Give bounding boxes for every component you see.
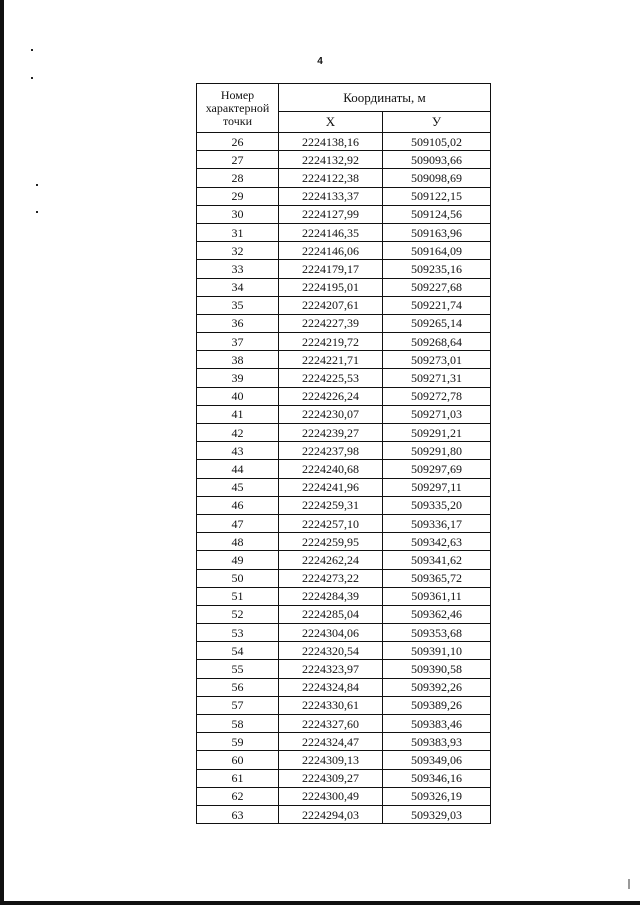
table-row	[197, 533, 491, 551]
point-number-cell: 61	[197, 769, 279, 787]
y-coordinate-cell: 509326,19	[383, 787, 491, 805]
y-coordinate-cell: 509329,03	[383, 805, 491, 823]
x-coordinate-cell: 2224138,16	[279, 133, 383, 151]
table-row	[197, 369, 491, 387]
table-row	[197, 187, 491, 205]
y-coordinate-cell: 509362,46	[383, 605, 491, 623]
table-row	[197, 133, 491, 151]
scan-speck	[36, 211, 38, 213]
table-row	[197, 715, 491, 733]
x-coordinate-cell: 2224259,95	[279, 533, 383, 551]
point-number-cell: 47	[197, 514, 279, 532]
x-coordinate-cell: 2224241,96	[279, 478, 383, 496]
point-number-cell: 58	[197, 715, 279, 733]
scan-speck	[36, 184, 38, 186]
table-row	[197, 805, 491, 823]
table-row	[197, 751, 491, 769]
table-row	[197, 151, 491, 169]
x-coordinate-cell: 2224146,06	[279, 242, 383, 260]
point-number-cell: 41	[197, 405, 279, 423]
point-number-cell: 52	[197, 605, 279, 623]
y-coordinate-cell: 509353,68	[383, 624, 491, 642]
table-row	[197, 587, 491, 605]
x-coordinate-cell: 2224225,53	[279, 369, 383, 387]
point-number-cell: 48	[197, 533, 279, 551]
x-coordinate-cell: 2224284,39	[279, 587, 383, 605]
table-row	[197, 460, 491, 478]
point-number-cell: 35	[197, 296, 279, 314]
table-row	[197, 642, 491, 660]
point-number-cell: 36	[197, 314, 279, 332]
table-row	[197, 769, 491, 787]
y-coordinate-cell: 509383,46	[383, 715, 491, 733]
x-coordinate-cell: 2224324,47	[279, 733, 383, 751]
x-coordinate-cell: 2224195,01	[279, 278, 383, 296]
table-row	[197, 696, 491, 714]
point-number-cell: 62	[197, 787, 279, 805]
y-coordinate-cell: 509268,64	[383, 333, 491, 351]
table-row	[197, 678, 491, 696]
point-number-cell: 44	[197, 460, 279, 478]
table-row	[197, 514, 491, 532]
table-row	[197, 296, 491, 314]
x-coordinate-cell: 2224230,07	[279, 405, 383, 423]
y-coordinate-cell: 509361,11	[383, 587, 491, 605]
table-row	[197, 333, 491, 351]
x-coordinate-cell: 2224324,84	[279, 678, 383, 696]
y-coordinate-cell: 509383,93	[383, 733, 491, 751]
x-coordinate-cell: 2224262,24	[279, 551, 383, 569]
table-row	[197, 223, 491, 241]
point-number-cell: 45	[197, 478, 279, 496]
point-number-cell: 56	[197, 678, 279, 696]
x-coordinate-cell: 2224226,24	[279, 387, 383, 405]
x-coordinate-cell: 2224127,99	[279, 205, 383, 223]
table-row	[197, 733, 491, 751]
x-coordinate-cell: 2224133,37	[279, 187, 383, 205]
x-coordinate-cell: 2224207,61	[279, 296, 383, 314]
point-number-cell: 49	[197, 551, 279, 569]
x-coordinate-cell: 2224179,17	[279, 260, 383, 278]
y-coordinate-cell: 509341,62	[383, 551, 491, 569]
table-row	[197, 387, 491, 405]
point-number-cell: 53	[197, 624, 279, 642]
header-coordinates: Координаты, м	[279, 84, 491, 112]
x-coordinate-cell: 2224273,22	[279, 569, 383, 587]
table-row	[197, 351, 491, 369]
x-coordinate-cell: 2224257,10	[279, 514, 383, 532]
table-row	[197, 260, 491, 278]
table-row	[197, 569, 491, 587]
y-coordinate-cell: 509265,14	[383, 314, 491, 332]
point-number-cell: 30	[197, 205, 279, 223]
y-coordinate-cell: 509392,26	[383, 678, 491, 696]
scan-left-border	[0, 0, 4, 905]
point-number-cell: 37	[197, 333, 279, 351]
x-coordinate-cell: 2224221,71	[279, 351, 383, 369]
x-coordinate-cell: 2224259,31	[279, 496, 383, 514]
point-number-cell: 51	[197, 587, 279, 605]
x-coordinate-cell: 2224219,72	[279, 333, 383, 351]
x-coordinate-cell: 2224237,98	[279, 442, 383, 460]
table-row	[197, 242, 491, 260]
x-coordinate-cell: 2224300,49	[279, 787, 383, 805]
y-coordinate-cell: 509336,17	[383, 514, 491, 532]
x-coordinate-cell: 2224327,60	[279, 715, 383, 733]
y-coordinate-cell: 509124,56	[383, 205, 491, 223]
point-number-cell: 27	[197, 151, 279, 169]
x-coordinate-cell: 2224309,27	[279, 769, 383, 787]
point-number-cell: 33	[197, 260, 279, 278]
x-coordinate-cell: 2224320,54	[279, 642, 383, 660]
y-coordinate-cell: 509164,09	[383, 242, 491, 260]
x-coordinate-cell: 2224227,39	[279, 314, 383, 332]
y-coordinate-cell: 509346,16	[383, 769, 491, 787]
table-body	[197, 133, 491, 824]
point-number-cell: 55	[197, 660, 279, 678]
table-row	[197, 442, 491, 460]
y-coordinate-cell: 509093,66	[383, 151, 491, 169]
point-number-cell: 29	[197, 187, 279, 205]
table-row	[197, 787, 491, 805]
y-coordinate-cell: 509335,20	[383, 496, 491, 514]
point-number-cell: 46	[197, 496, 279, 514]
y-coordinate-cell: 509221,74	[383, 296, 491, 314]
x-coordinate-cell: 2224304,06	[279, 624, 383, 642]
point-number-cell: 60	[197, 751, 279, 769]
point-number-cell: 28	[197, 169, 279, 187]
y-coordinate-cell: 509391,10	[383, 642, 491, 660]
x-coordinate-cell: 2224330,61	[279, 696, 383, 714]
x-coordinate-cell: 2224323,97	[279, 660, 383, 678]
table-row	[197, 424, 491, 442]
x-coordinate-cell: 2224122,38	[279, 169, 383, 187]
y-coordinate-cell: 509272,78	[383, 387, 491, 405]
y-coordinate-cell: 509122,15	[383, 187, 491, 205]
x-coordinate-cell: 2224146,35	[279, 223, 383, 241]
y-coordinate-cell: 509365,72	[383, 569, 491, 587]
y-coordinate-cell: 509227,68	[383, 278, 491, 296]
table-row	[197, 660, 491, 678]
point-number-cell: 54	[197, 642, 279, 660]
point-number-cell: 50	[197, 569, 279, 587]
x-coordinate-cell: 2224132,92	[279, 151, 383, 169]
x-coordinate-cell: 2224285,04	[279, 605, 383, 623]
y-coordinate-cell: 509291,21	[383, 424, 491, 442]
y-coordinate-cell: 509291,80	[383, 442, 491, 460]
coordinates-table	[196, 83, 491, 824]
y-coordinate-cell: 509273,01	[383, 351, 491, 369]
y-coordinate-cell: 509389,26	[383, 696, 491, 714]
table-row	[197, 169, 491, 187]
scan-speck	[628, 879, 630, 889]
y-coordinate-cell: 509163,96	[383, 223, 491, 241]
x-coordinate-cell: 2224309,13	[279, 751, 383, 769]
table-row	[197, 551, 491, 569]
header-y: У	[383, 111, 491, 132]
point-number-cell: 26	[197, 133, 279, 151]
point-number-cell: 43	[197, 442, 279, 460]
table-row	[197, 405, 491, 423]
scan-speck	[31, 77, 33, 79]
y-coordinate-cell: 509342,63	[383, 533, 491, 551]
point-number-cell: 59	[197, 733, 279, 751]
point-number-cell: 42	[197, 424, 279, 442]
point-number-cell: 34	[197, 278, 279, 296]
table-row	[197, 496, 491, 514]
y-coordinate-cell: 509098,69	[383, 169, 491, 187]
table-row	[197, 278, 491, 296]
table-row	[197, 605, 491, 623]
table-row	[197, 314, 491, 332]
table-row	[197, 205, 491, 223]
table-row	[197, 624, 491, 642]
point-number-cell: 38	[197, 351, 279, 369]
y-coordinate-cell: 509235,16	[383, 260, 491, 278]
y-coordinate-cell: 509297,11	[383, 478, 491, 496]
y-coordinate-cell: 509271,03	[383, 405, 491, 423]
scan-speck	[31, 49, 33, 51]
table-row	[197, 478, 491, 496]
x-coordinate-cell: 2224240,68	[279, 460, 383, 478]
x-coordinate-cell: 2224239,27	[279, 424, 383, 442]
point-number-cell: 57	[197, 696, 279, 714]
y-coordinate-cell: 509390,58	[383, 660, 491, 678]
scan-bottom-border	[0, 901, 640, 905]
x-coordinate-cell: 2224294,03	[279, 805, 383, 823]
point-number-cell: 31	[197, 223, 279, 241]
header-x: X	[279, 111, 383, 132]
page-number: 4	[317, 56, 323, 67]
y-coordinate-cell: 509297,69	[383, 460, 491, 478]
y-coordinate-cell: 509105,02	[383, 133, 491, 151]
y-coordinate-cell: 509271,31	[383, 369, 491, 387]
point-number-cell: 39	[197, 369, 279, 387]
y-coordinate-cell: 509349,06	[383, 751, 491, 769]
header-point-number: Номер характерной точки	[197, 84, 279, 133]
point-number-cell: 40	[197, 387, 279, 405]
point-number-cell: 32	[197, 242, 279, 260]
point-number-cell: 63	[197, 805, 279, 823]
